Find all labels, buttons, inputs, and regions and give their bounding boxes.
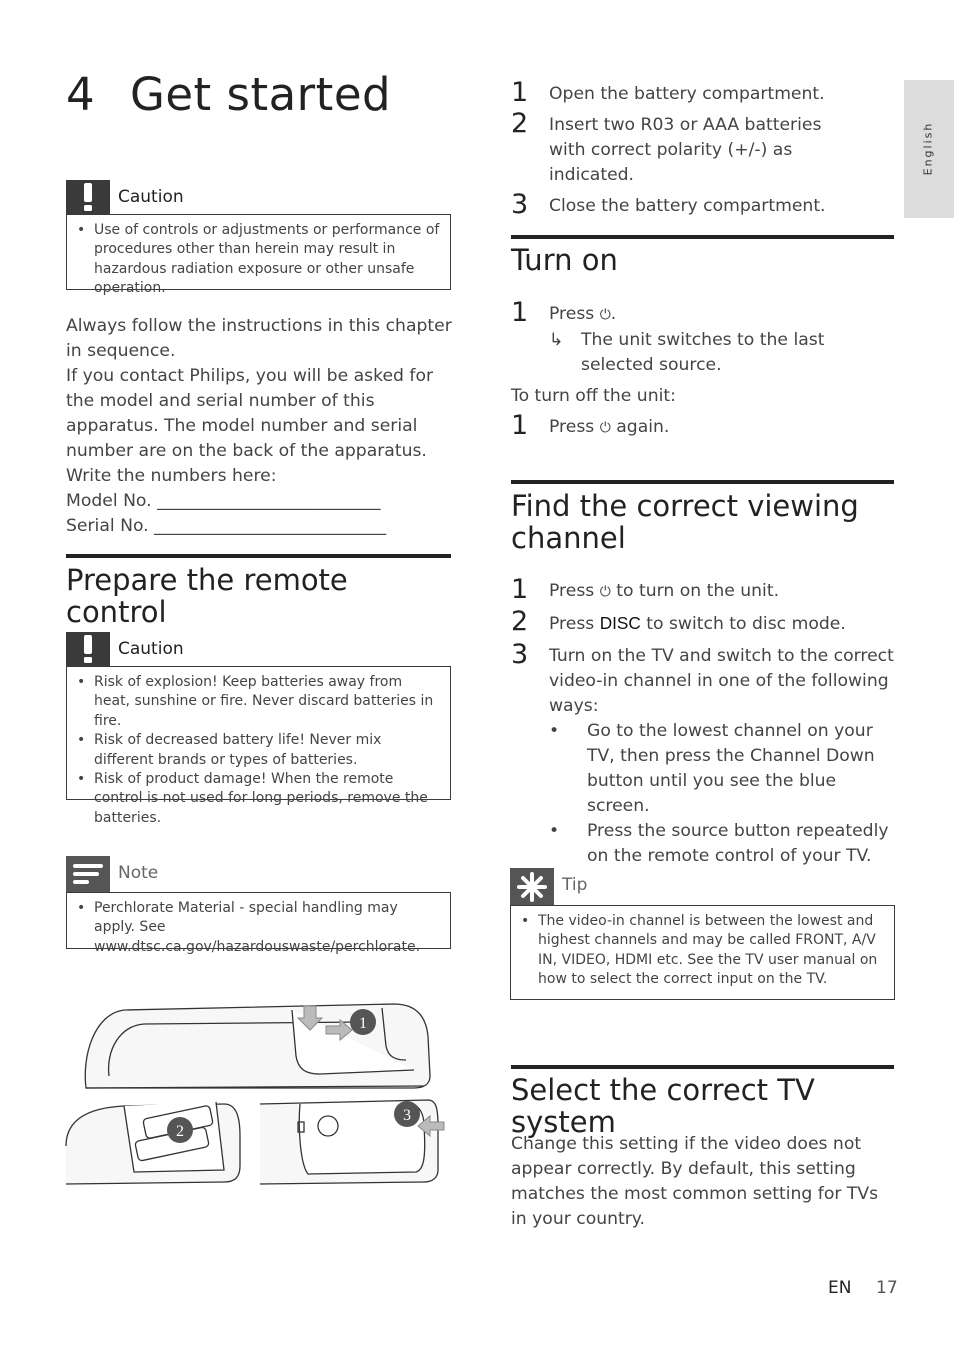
caution-box-general [66, 180, 451, 297]
result-text: The unit switches to the last selected source. [581, 330, 825, 375]
caution-item: • Use of controls or adjustments or performance of procedures other than herein may result in hazardous radiation exposure or other unsafe operation. [77, 221, 440, 299]
note-content [66, 892, 451, 955]
footer-language: EN [828, 1278, 852, 1298]
intro-paragraph: Always follow the instructions in this chapter in sequence. [66, 316, 452, 361]
caution-box-batteries [66, 632, 451, 826]
step-number: 2 [511, 108, 529, 139]
method-bullet [549, 719, 894, 819]
bullet-dot: • [549, 821, 560, 841]
battery-steps [511, 77, 861, 220]
serial-number-line: Serial No. ___________________________ [66, 516, 387, 536]
caution-item: • Risk of product damage! When the remote control is not used for long periods, remove the batteries. [77, 770, 440, 828]
power-icon: ⏻ [599, 584, 611, 600]
step-text: Insert two R03 or AAA batteries with correct polarity (+/-) as indicated. [549, 115, 822, 185]
language-side-tab [904, 80, 954, 218]
exclamation-icon [66, 632, 110, 666]
intro-paragraph-contact: If you contact Philips, you will be asked for the model and serial number of this apparatus. The model number and serial number are on the back of the apparatus. Write the numbers here: [66, 366, 434, 486]
language-tab-label: English [921, 121, 935, 176]
step [511, 108, 861, 188]
disc-key-label: DISC [599, 613, 641, 633]
step-number: 1 [511, 410, 529, 441]
method-text: Go to the lowest channel on your TV, then press the Channel Down button until you see the blue screen. [587, 721, 875, 816]
step-text: Open the battery compartment. [549, 84, 825, 104]
caution-content [66, 666, 451, 826]
step-text: Turn on the TV and switch to the correct video-in channel in one of the following ways: [549, 646, 894, 716]
tip-content [510, 905, 895, 1000]
note-box-perchlorate [66, 856, 451, 955]
tip-asterisk-icon [510, 868, 554, 905]
tip-item: • The video-in channel is between the lowest and highest channels and may be called FRONT, A/V IN, VIDEO, HDMI etc. See the TV user manual on how to select the correct input on the TV. [521, 912, 884, 990]
chapter-heading [66, 68, 391, 121]
intro-text [66, 314, 454, 539]
step-text-end: to switch to disc mode. [646, 614, 846, 634]
model-number-line: Model No. __________________________ [66, 491, 381, 511]
callout-2: 2 [176, 1123, 184, 1140]
step-text: Press [549, 417, 595, 437]
caution-item: • Risk of explosion! Keep batteries away from heat, sunshine or fire. Never discard batteries in fire. [77, 673, 440, 731]
step-number: 3 [511, 639, 529, 670]
tip-label: Tip [562, 875, 588, 895]
section-title-find-channel: Find the correct viewing channel [511, 489, 859, 555]
step-text: Press [549, 581, 595, 601]
chapter-title: Get started [130, 68, 392, 121]
section-title-prepare: Prepare the remote control [66, 563, 348, 629]
result-line [511, 328, 894, 378]
note-label: Note [118, 863, 159, 883]
turn-off-intro: To turn off the unit: [511, 386, 676, 406]
step-text-end: . [610, 304, 617, 324]
result-arrow-icon: ↳ [549, 330, 564, 350]
caution-label: Caution [118, 187, 184, 207]
find-channel-steps [511, 574, 894, 869]
step-number: 3 [511, 189, 529, 220]
method-text: Press the source button repeatedly on the remote control of your TV. [587, 821, 889, 866]
step-text: Press [549, 614, 595, 634]
caution-item: • Risk of decreased battery life! Never mix different brands or types of batteries. [77, 731, 440, 770]
step-text-end: again. [616, 417, 670, 437]
page-number: 17 [876, 1278, 898, 1298]
step [511, 410, 894, 441]
step-text: Press [549, 304, 595, 324]
tv-system-text: Change this setting if the video does not appear correctly. By default, this setting matches the most common setting for TVs in your country. [511, 1134, 879, 1229]
bullet-dot: • [549, 721, 560, 741]
section-rule [511, 235, 894, 239]
section-rule [66, 554, 451, 558]
callout-3: 3 [403, 1107, 411, 1124]
note-item: • Perchlorate Material - special handling may apply. See www.dtsc.ca.gov/hazardouswaste/perchlorate. [77, 899, 440, 957]
step-number: 1 [511, 77, 529, 108]
step [511, 189, 861, 220]
callout-1: 1 [359, 1015, 367, 1032]
section-title-turn-on: Turn on [511, 243, 618, 277]
note-lines-icon [66, 856, 110, 892]
section-rule [511, 1065, 894, 1069]
chapter-number: 4 [66, 68, 96, 121]
turn-on-steps [511, 297, 894, 441]
tip-box [510, 868, 895, 1000]
remote-battery-illustration [64, 996, 454, 1192]
step-text-end: to turn on the unit. [616, 581, 780, 601]
power-icon: ⏻ [599, 307, 611, 323]
step-number: 1 [511, 574, 529, 605]
exclamation-icon [66, 180, 110, 214]
step [511, 606, 894, 637]
step-number: 1 [511, 297, 529, 328]
section-rule [511, 480, 894, 484]
section-title-tv-system: Select the correct TV system [511, 1073, 815, 1139]
step-text: Close the battery compartment. [549, 196, 826, 216]
step [511, 297, 894, 328]
step [511, 77, 861, 108]
power-icon: ⏻ [599, 420, 611, 436]
caution-label: Caution [118, 639, 184, 659]
step-number: 2 [511, 606, 529, 637]
method-bullet [549, 819, 894, 869]
step [511, 574, 894, 605]
step [511, 639, 894, 869]
caution-content [66, 214, 451, 297]
